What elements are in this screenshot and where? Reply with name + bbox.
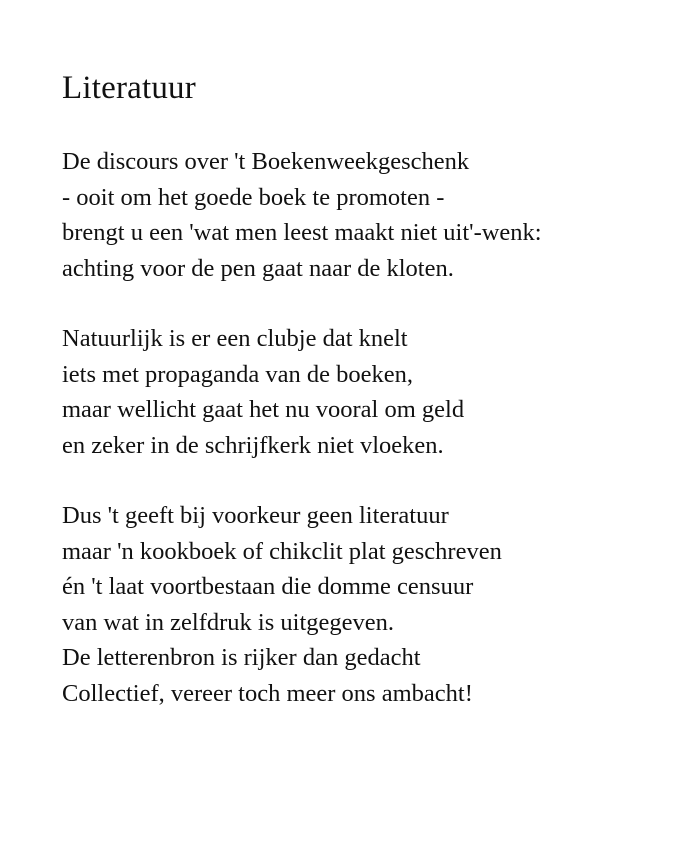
poem-line: achting voor de pen gaat naar de kloten. xyxy=(62,254,454,282)
poem-line: De discours over 't Boekenweekgeschenk xyxy=(62,148,470,175)
stanza-2 xyxy=(62,321,682,463)
poem-line: maar wellicht gaat het nu vooral om geld xyxy=(62,396,465,423)
poem-line: Collectief, vereer toch meer ons ambacht! xyxy=(62,679,473,707)
stanza-1 xyxy=(62,144,682,286)
poem-line: iets met propaganda van de boeken, xyxy=(62,360,414,388)
poem-line: Dus 't geeft bij voorkeur geen literatuur xyxy=(62,502,449,529)
poem-line: - ooit om het goede boek te promoten - xyxy=(62,183,445,211)
poem-line: Natuurlijk is er een clubje dat knelt xyxy=(62,325,408,352)
poem-line: De letterenbron is rijker dan gedacht xyxy=(62,644,421,671)
poem-line: en zeker in de schrijfkerk niet vloeken. xyxy=(62,431,444,459)
poem-line: én 't laat voortbestaan die domme censuur xyxy=(62,573,474,600)
poem-line: van wat in zelfdruk is uitgegeven. xyxy=(62,608,395,636)
poem-title: Literatuur xyxy=(62,70,196,106)
poem-line: brengt u een 'wat men leest maakt niet uit'-wenk: xyxy=(62,219,542,246)
poem-page xyxy=(62,68,682,711)
stanza-3 xyxy=(62,498,682,711)
poem-line: maar 'n kookboek of chikclit plat geschreven xyxy=(62,537,502,565)
